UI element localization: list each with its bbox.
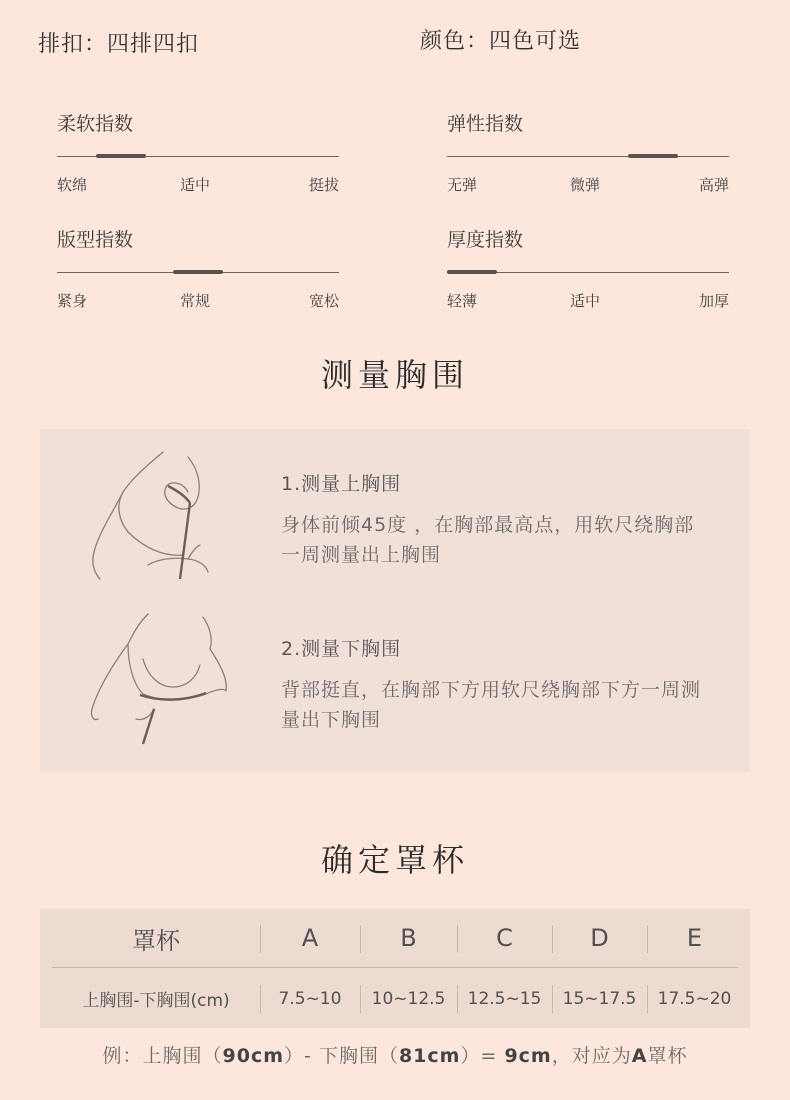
index-label-low: 轻薄 — [447, 292, 478, 310]
example-value: 90cm — [222, 1045, 285, 1067]
upper-bust-illustration-icon — [88, 447, 258, 582]
index-marker — [628, 154, 678, 158]
under-bust-illustration-icon — [88, 609, 263, 749]
cup-size-table — [40, 909, 750, 1028]
table-divider — [552, 985, 553, 1013]
example-text: 罩杯 — [647, 1045, 688, 1067]
index-title: 柔软指数 — [57, 113, 134, 135]
cup-example — [0, 1041, 790, 1068]
index-label-low: 无弹 — [447, 176, 478, 194]
table-divider — [360, 985, 361, 1013]
index-title: 厚度指数 — [447, 229, 524, 251]
example-value: 9cm — [504, 1045, 552, 1067]
table-divider — [457, 985, 458, 1013]
measure-heading: 测量胸围 — [320, 356, 469, 394]
step1-title: 1.测量上胸围 — [281, 473, 402, 495]
index-label-mid: 适中 — [180, 176, 211, 194]
table-divider — [647, 925, 648, 953]
index-marker — [447, 270, 497, 274]
example-text: ，对应为 — [551, 1045, 632, 1067]
table-header-cup: A — [301, 924, 319, 952]
index-label-mid: 常规 — [180, 292, 211, 310]
step2-desc: 背部挺直，在胸部下方用软尺绕胸部下方一周测量出下胸围 — [281, 679, 702, 731]
index-track — [447, 156, 729, 157]
index-label-high: 加厚 — [698, 292, 729, 310]
table-header-cup: C — [496, 924, 513, 952]
index-label-high: 高弹 — [698, 176, 729, 194]
example-text: ）- 下胸围（ — [284, 1045, 399, 1067]
table-cell-range: 15~17.5 — [562, 988, 637, 1009]
table-cell-range: 7.5~10 — [278, 988, 342, 1009]
cup-heading: 确定罩杯 — [320, 841, 469, 879]
table-cell-range: 17.5~20 — [657, 988, 732, 1009]
index-marker — [173, 270, 223, 274]
fit-index — [57, 225, 339, 315]
index-title: 版型指数 — [57, 229, 134, 251]
table-divider — [647, 985, 648, 1013]
table-divider — [457, 925, 458, 953]
index-label-mid: 适中 — [570, 292, 601, 310]
table-divider — [52, 967, 738, 968]
example-value: 81cm — [398, 1045, 461, 1067]
color-spec: 颜色：四色可选 — [420, 29, 582, 54]
step1-desc: 身体前倾45度 ，在胸部最高点，用软尺绕胸部一周测量出上胸围 — [281, 514, 695, 566]
index-marker — [96, 154, 146, 158]
example-text: 例：上胸围（ — [102, 1045, 223, 1067]
index-title: 弹性指数 — [447, 113, 524, 135]
table-row-label: 上胸围-下胸围(cm) — [82, 991, 230, 1011]
table-header-cup: B — [400, 924, 417, 952]
example-value: A — [631, 1045, 648, 1067]
table-cell-range: 12.5~15 — [467, 988, 542, 1009]
thickness-index — [447, 225, 729, 315]
index-label-low: 紧身 — [57, 292, 88, 310]
table-divider — [260, 925, 261, 953]
elasticity-index — [447, 109, 729, 199]
table-divider — [552, 925, 553, 953]
index-label-low: 软绵 — [57, 176, 88, 194]
table-cell-range: 10~12.5 — [371, 988, 446, 1009]
table-header-cup: D — [590, 924, 609, 952]
index-label-high: 宽松 — [308, 292, 339, 310]
measure-panel — [40, 429, 750, 772]
step2-title: 2.测量下胸围 — [281, 638, 402, 660]
index-label-mid: 微弹 — [570, 176, 601, 194]
table-header-label: 罩杯 — [132, 926, 180, 955]
table-divider — [260, 985, 261, 1013]
softness-index — [57, 109, 339, 199]
table-header-cup: E — [686, 924, 703, 952]
table-divider — [360, 925, 361, 953]
example-text: ）= — [460, 1045, 505, 1067]
index-label-high: 挺拔 — [308, 176, 339, 194]
clasp-spec: 排扣：四排四扣 — [38, 32, 200, 57]
